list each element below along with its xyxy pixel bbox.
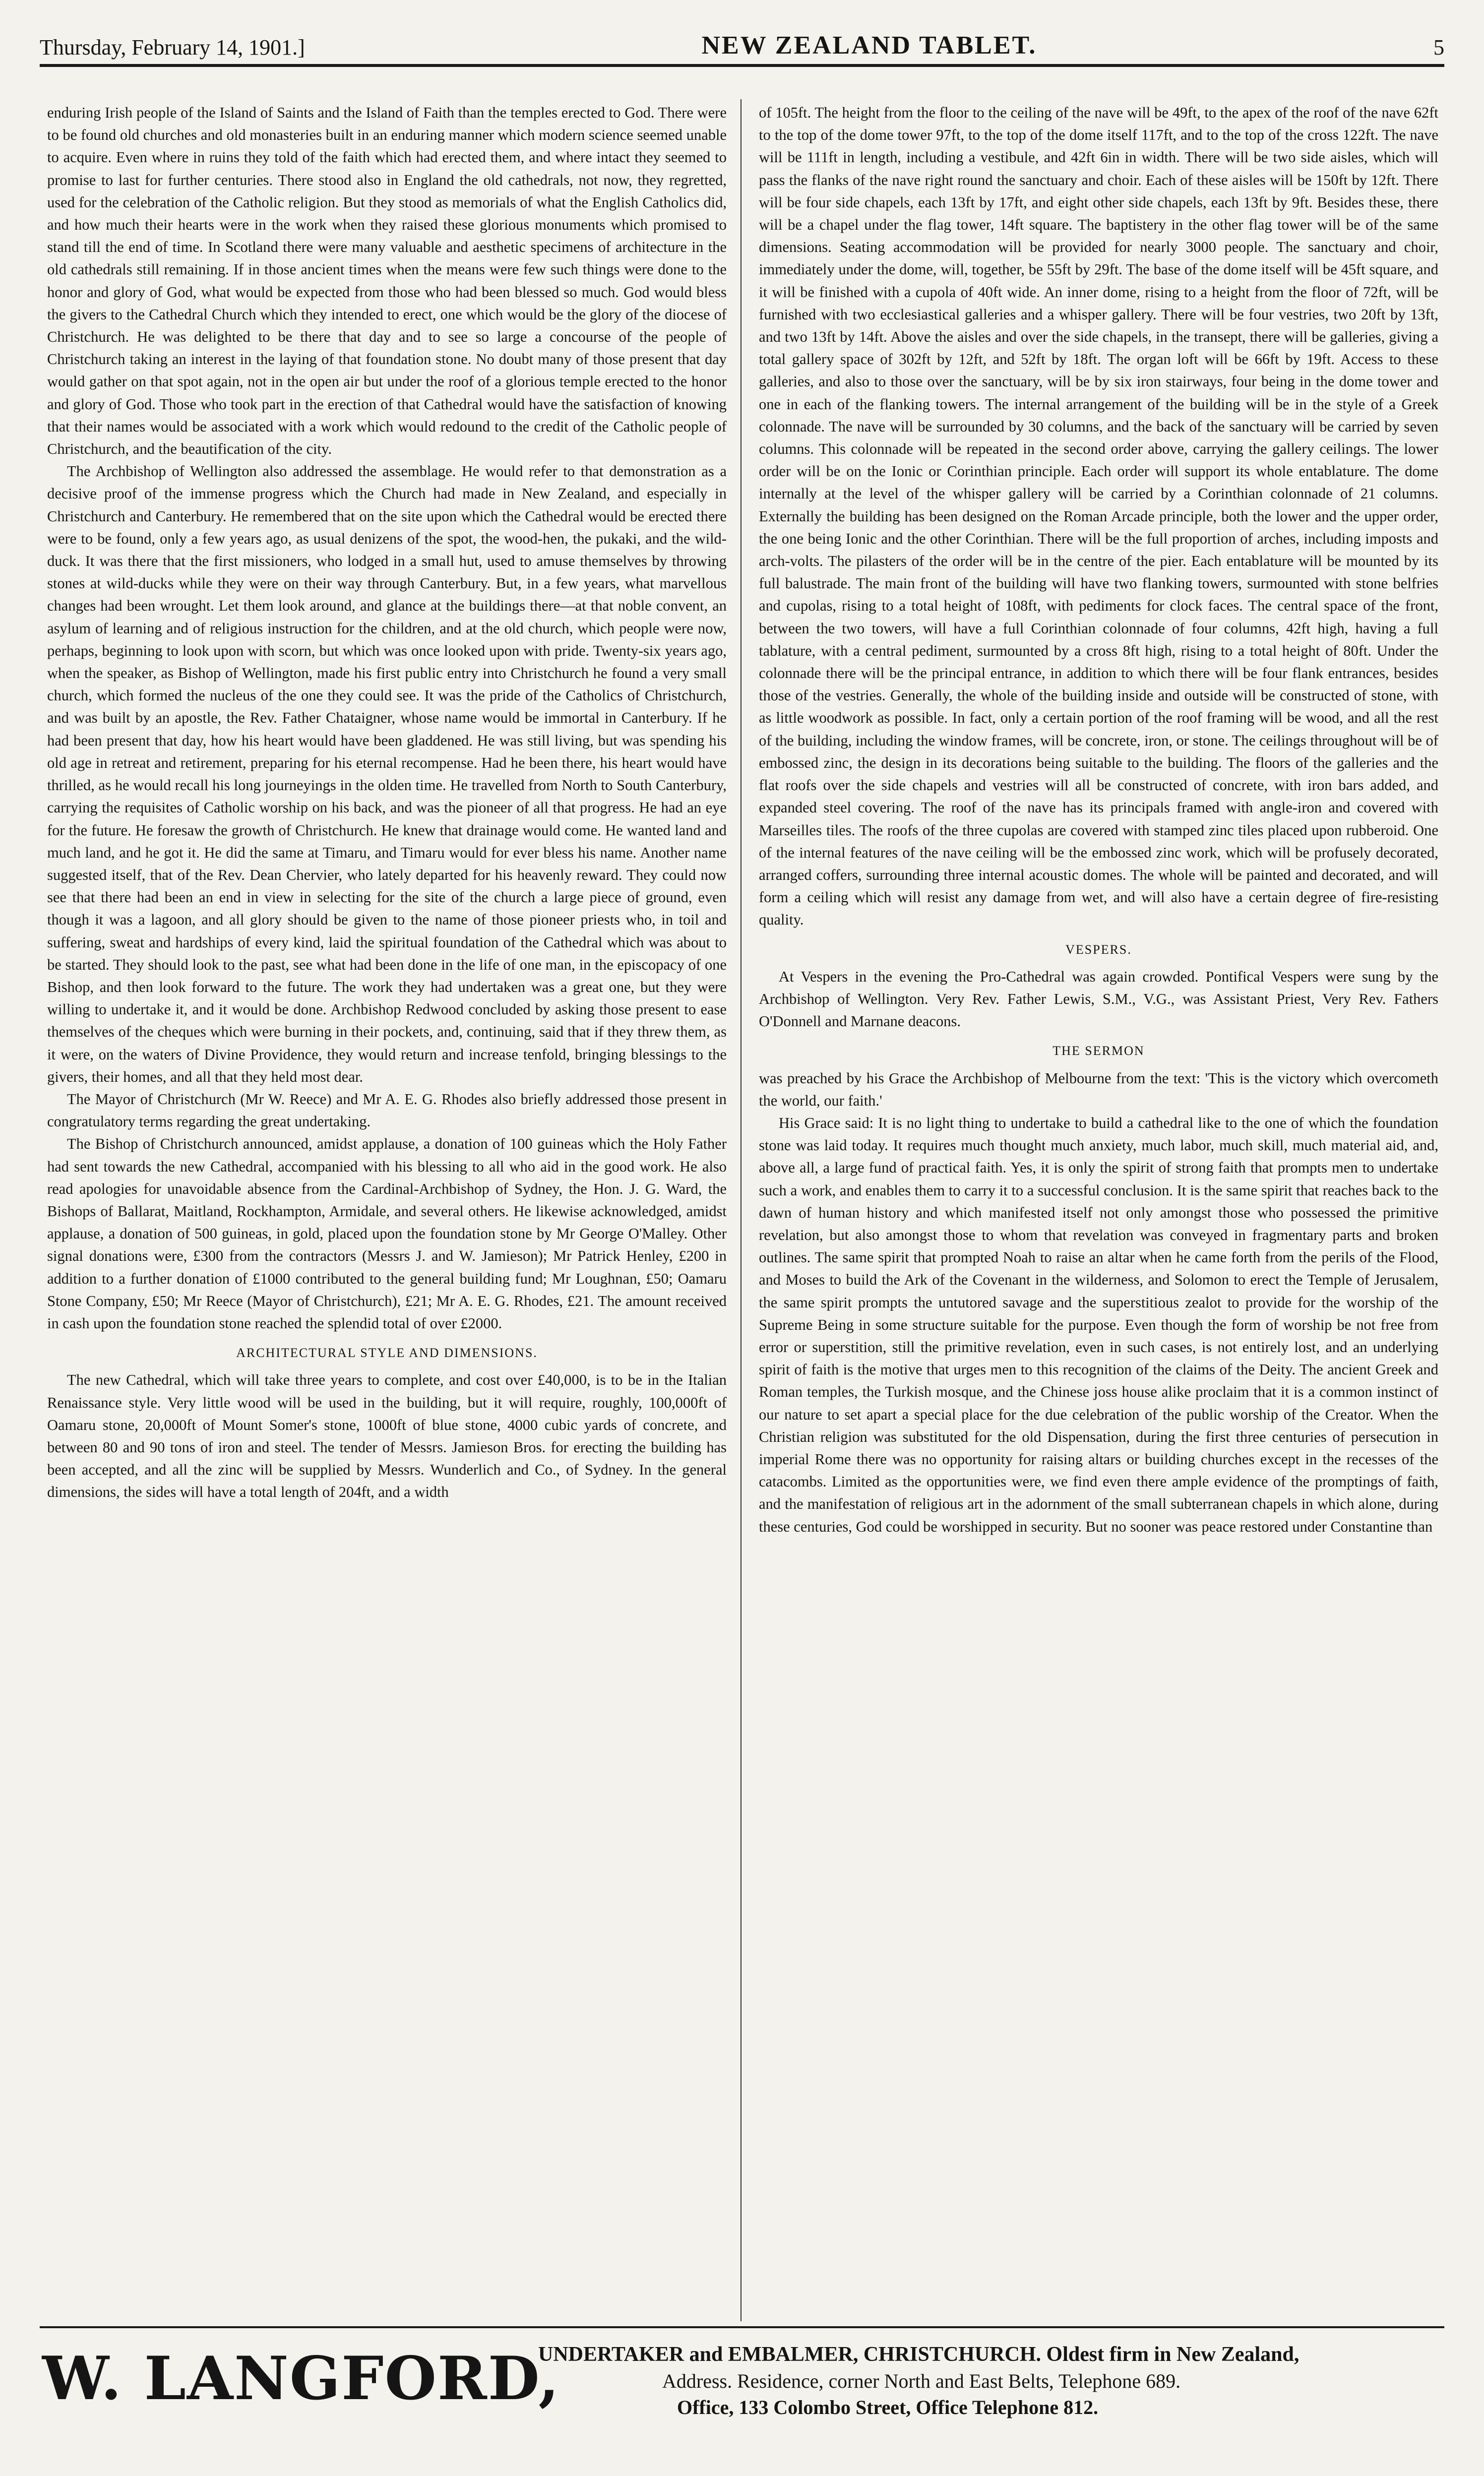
article-paragraph: The Archbishop of Wellington also addressed the assemblage. He would refer to that demonstration as a decisive proof of the immense progress which the Church had made in New Zealand, and especially in Christchurch and Canterbury. He remembered that on the site upon which the Cathedral would be erected there were to be found, only a few years ago, as usual denizens of the spot, the wood-hen, the pukaki, and the wild-duck. It was there that the first missioners, who lodged in a small hut, used to amuse themselves by throwing stones at wild-ducks while they were on their way through Canterbury. But, in a few years, what marvellous changes had been wrought. Let them look around, and glance at the buildings there—at that noble convent, an asylum of learning and of religious instruction for the children, and at the old church, which people were now, perhaps, beginning to look upon with scorn, but which was once looked upon with pride. Twenty-six years ago, when the speaker, as Bishop of Wellington, made his first public entry into Christchurch he found a very small church, which formed the nucleus of the one they could see. It was the pride of the Catholics of Christchurch, and was built by an apostle, the Rev. Father Chataigner, whose name would be immortal in Canterbury. If he had been present that day, how his heart would have been gladdened. He was still living, but was spending his old age in retreat and retirement, preparing for his eternal recompense. Had he been there, his heart would have thrilled, as he would recall his long journeyings in the olden time. He travelled from North to South Canterbury, carrying the requisites of Catholic worship on his back, and was the pioneer of all that progress. He had an eye for the future. He foresaw the growth of Christchurch. He knew that drainage would come. He wanted land and much land, and he got it. He did the same at Timaru, and Timaru would for ever bless his name. Another name suggested itself, that of the Rev. Dean Chervier, who lately departed for his heavenly reward. They could now see that there had been an end in view in selecting for the site of the church a large piece of ground, even though it was a lagoon, and all glory should be given to the name of those pioneer priests who, in toil and suffering, sweat and hardships of every kind, laid the spiritual foundation of the Cathedral which was about to be started. They should look to the past, see what had been done in the life of one man, in the episcopacy of one Bishop, and then look forward to the future. The work they had undertaken was a great one, but they were willing to undertake it, and it would be done. Archbishop Redwood concluded by asking those present to ease themselves of the cheques which were burning in their pockets, and, continuing, said that if they threw them, as it were, on the waters of Divine Providence, they would return and increase tenfold, bringing blessings to the givers, their homes, and all that they held most dear. bbox=[47, 463, 727, 1085]
masthead bbox=[40, 30, 1444, 67]
article-paragraph: of 105ft. The height from the floor to the ceiling of the nave will be 49ft, to the apex of the roof of the nave 62ft to the top of the dome tower 97ft, to the top of the dome itself 117ft, and to the top of the cross 122ft. The nave will be 111ft in length, including a vestibule, and 42ft 6in in width. There will be two side aisles, which will pass the flanks of the nave right round the sanctuary and choir. Each of these aisles will be 150ft by 12ft. There will be four side chapels, each 13ft by 17ft, and eight other side chapels, each 13ft by 9ft. Besides these, there will be a chapel under the flag tower, 14ft square. The baptistery in the other flag tower will be of the same dimensions. Seating accommodation will be provided for nearly 3000 people. The sanctuary and choir, immediately under the dome, will, together, be 55ft by 29ft. The base of the dome itself will be 45ft square, and it will be finished with a cupola of 40ft wide. An inner dome, rising to a height from the floor of 72ft, will be furnished with two ecclesiastical galleries and a whisper gallery. There will be four vestries, two 20ft by 13ft, and two 13ft by 14ft. Above the aisles and over the side chapels, in the transept, there will be galleries, giving a total gallery space of 302ft by 12ft, and 52ft by 18ft. The organ loft will be 66ft by 19ft. Access to these galleries, and also to those over the sanctuary, will be by six iron stairways, four being in the dome tower and one in each of the flanking towers. The internal arrangement of the building will be in the style of a Greek colonnade. The nave will be surrounded by 30 columns, and the back of the sanctuary will be carried by seven columns. This colonnade will be repeated in the second order above, carrying the gallery ceilings. The lower order will be on the Ionic or Corinthian principle. Each order will support its whole entablature. The dome internally at the level of the whisper gallery will be carried by a Corinthian colonnade of 21 columns. Externally the building has been designed on the Roman Arcade principle, both the lower and the upper order, the one being Ionic and the other Corinthian. There will be the full proportion of arches, including imposts and arch-volts. The pilasters of the order will be in the centre of the pier. Each entablature will be mounted by its full balustrade. The main front of the building will have two flanking towers, surmounted with stone belfries and cupolas, rising to a total height of 108ft, with pediments for clock faces. The central space of the front, between the two towers, will have a full Corinthian colonnade of four columns, 42ft high, having a full tablature, with a central pediment, surmounted by a cross 8ft high, rising to a total height of 80ft. Under the colonnade there will be the principal entrance, in addition to which there will be four flank entrances, besides those of the vestries. Generally, the whole of the building inside and outside will be constructed of stone, with as little woodwork as possible. In fact, only a certain portion of the roof framing will be wood, and all the rest of the building, including the window frames, will be concrete, iron, or stone. The ceilings throughout will be of embossed zinc, the design in its decorations being suitable to the building. The floors of the galleries and the flat roofs over the side chapels and vestries will all be constructed of concrete, with iron bars added, and expanded steel covering. The roof of the nave has its principals framed with angle-iron and covered with Marseilles tiles. The roofs of the three cupolas are covered with stamped zinc tiles placed upon rubberoid. One of the internal features of the nave ceiling will be the embossed zinc work, which will be profusely decorated, arranged coffers, surrounding three internal acoustic domes. The whole will be painted and decorated, and will form a ceiling which will resist any damage from wet, and will also have a certain degree of fire-resisting quality. bbox=[759, 104, 1438, 928]
advertisement-line: Address. Residence, corner North and East Belts, Telephone 689. bbox=[662, 2370, 1181, 2392]
left-column bbox=[47, 102, 727, 1504]
right-column bbox=[759, 102, 1438, 1538]
issue-date: Thursday, February 14, 1901.] bbox=[40, 35, 305, 60]
article-paragraph: The Mayor of Christchurch (Mr W. Reece) and Mr A. E. G. Rhodes also briefly addressed those present in congratulatory terms regarding the great undertaking. bbox=[47, 1090, 727, 1130]
article-paragraph: The Bishop of Christchurch announced, amidst applause, a donation of 100 guineas which the Holy Father had sent towards the new Cathedral, accompanied with his blessing to all who aid in the good work. He also read apologies for unavoidable absence from the Cardinal-Archbishop of Sydney, the Hon. J. G. Ward, the Bishops of Ballarat, Maitland, Rockhampton, Armidale, and several others. He likewise acknowledged, amidst applause, a donation of 500 guineas, in gold, placed upon the foundation stone by Mr George O'Malley. Other signal donations were, £300 from the contractors (Messrs J. and W. Jamieson); Mr Patrick Henley, £200 in addition to a further donation of £1000 contributed to the general building fund; Mr Loughnan, £50; Oamaru Stone Company, £50; Mr Reece (Mayor of Christchurch), £21; Mr A. E. G. Rhodes, £21. The amount received in cash upon the foundation stone reached the splendid total of over £2000. bbox=[47, 1135, 727, 1332]
advertiser-name: W. LANGFORD, bbox=[42, 2344, 560, 2414]
article-paragraph: was preached by his Grace the Archbishop of Melbourne from the text: 'This is the victory which overcometh the world, our faith.' bbox=[759, 1069, 1438, 1109]
article-paragraph: The new Cathedral, which will take three years to complete, and cost over £40,000, is to be in the Italian Renaissance style. Very little wood will be used in the building, but it will require, roughly, 100,000ft of Oamaru stone, 20,000ft of Mount Somer's stone, 1000ft of blue stone, 4000 cubic yards of concrete, and between 80 and 90 tons of iron and steel. The tender of Messrs. Jamieson Bros. for erecting the building has been accepted, and all the zinc will be supplied by Messrs. Wunderlich and Co., of Sydney. In the general dimensions, the sides will have a total length of 204ft, and a width bbox=[47, 1371, 727, 1501]
advertisement-line: UNDERTAKER and EMBALMER, CHRISTCHURCH. Oldest firm in New Zealand, bbox=[538, 2343, 1299, 2366]
section-heading-sermon: THE SERMON bbox=[1052, 1044, 1145, 1058]
newspaper-title: NEW ZEALAND TABLET. bbox=[701, 31, 1037, 60]
advertisement-line: Office, 133 Colombo Street, Office Telephone 812. bbox=[677, 2396, 1099, 2418]
advertisement-divider bbox=[40, 2326, 1444, 2328]
page-number: 5 bbox=[1433, 35, 1444, 60]
article-paragraph: His Grace said: It is no light thing to undertake to build a cathedral like to the one of which the foundation stone was laid today. It requires much thought much anxiety, much labor, much skill, much material aid, and, above all, a large fund of practical faith. Yes, it is only the spirit of strong faith that prompts men to undertake such a work, and enables them to carry it to a successful conclusion. It is the same spirit that reaches back to the dawn of human history and which manifested itself not only amongst those who possessed the primitive revelation, but also amongst those to whom that revelation was conveyed in fragmentary parts and broken outlines. The same spirit that prompted Noah to raise an altar when he came forth from the perils of the Flood, and Moses to build the Ark of the Covenant in the wilderness, and Solomon to erect the Temple of Jerusalem, the same spirit prompts the untutored savage and the superstitious zealot to provide for the worship of the Supreme Being in some structure suitable for the purpose. Even though the form of worship be not free from error or superstition, still the primitive revelation, even in such cases, is not entirely lost, and an underlying spirit of faith is the motive that urges men to this recognition of the claims of the Deity. The ancient Greek and Roman temples, the Turkish mosque, and the Chinese joss house alike proclaim that it is a common instinct of our nature to set apart a special place for the due celebration of the public worship of the Creator. When the Christian religion was substituted for the old Dispensation, during the first three centuries of persecution in imperial Rome there was no opportunity for raising altars or building churches except in the recesses of the catacombs. Limited as the opportunities were, we find even there ample evidence of the promptings of faith, and the manifestation of religious art in the adornment of the small subterranean chapels in which alone, during these centuries, God could be worshipped in security. But no sooner was peace restored under Constantine than bbox=[759, 1114, 1438, 1535]
advertisement bbox=[42, 2339, 1446, 2458]
section-heading-architecture: ARCHITECTURAL STYLE AND DIMENSIONS. bbox=[236, 1346, 538, 1361]
advertisement-details bbox=[538, 2343, 1431, 2419]
article-paragraph: enduring Irish people of the Island of Saints and the Island of Faith than the temples erected to God. There were to be found old churches and old monasteries built in an enduring manner which modern science seemed unable to acquire. Even where in ruins they told of the faith which had erected them, and where intact they seemed to promise to last for further centuries. There stood also in England the old cathedrals, not now, they regretted, used for the celebration of the Catholic religion. But they stood as memorials of what the English Catholics did, and how much their hearts were in the work when they raised these glorious monuments which promised to stand till the end of time. In Scotland there were many valuable and aesthetic specimens of architecture in the old cathedrals still remaining. If in those ancient times when the means were few such things were done to the honor and glory of God, what would be expected from those who had been blessed so much. God would bless the givers to the Cathedral Church which they intended to erect, one which would be the glory of the diocese of Christchurch. He was delighted to be there that day and to see so large a concourse of the people of Christchurch taking an interest in the laying of that foundation stone. No doubt many of those present that day would gather on that spot again, not in the open air but under the roof of a glorious temple erected to the honor and glory of God. Those who took part in the erection of that Cathedral would have the satisfaction of knowing that their names would be associated with a work which would redound to the credit of the Catholic people of Christchurch, and the beautification of the city. bbox=[47, 104, 727, 458]
column-divider bbox=[741, 99, 742, 2321]
article-paragraph: At Vespers in the evening the Pro-Cathedral was again crowded. Pontifical Vespers were sung by the Archbishop of Wellington. Very Rev. Father Lewis, S.M., V.G., was Assistant Priest, Very Rev. Fathers O'Donnell and Marnane deacons. bbox=[759, 968, 1438, 1030]
section-heading-vespers: VESPERS. bbox=[1065, 942, 1132, 957]
